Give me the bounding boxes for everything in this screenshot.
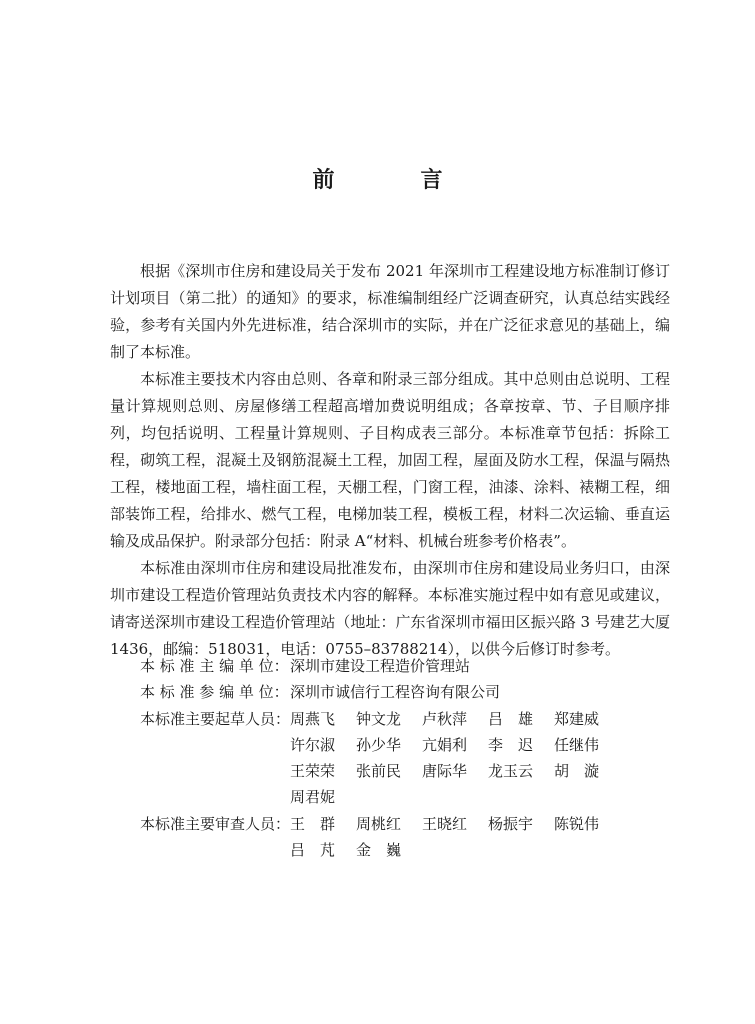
drafter-name: 张前民 [356,762,402,781]
reviewer-name: 吕 芃 [290,841,336,860]
chief-editing-unit: 深圳市建设工程造价管理站 [290,657,471,675]
drafter-name: 李 迟 [488,735,534,754]
drafter-name: 许尔淑 [290,735,336,754]
drafter-name: 亢娟利 [422,735,468,754]
reviewer-name: 王 群 [290,814,336,833]
reviewers-row [140,811,670,864]
reviewer-name: 杨振宇 [488,814,534,833]
drafters-row [140,706,670,811]
preface-paragraph: 本标准主要技术内容由总则、各章和附录三部分组成。其中总则由总说明、工程量计算规则总则、房屋修缮工程超高增加费说明组成；各章按章、节、子目顺序排列，均包括说明、工程量计算规则、子目构成表三部分。本标准章节包括：拆除工程，砌筑工程，混凝土及钢筋混凝土工程，加固工程，屋面及防水工程，保温与隔热工程，楼地面工程，墙柱面工程，天棚工程，门窗工程，油漆、涂料、裱糊工程，细部装饰工程，给排水、燃气工程，电梯加装工程，模板工程，材料二次运输、垂直运输及成品保护。附录部分包括：附录 A“材料、机械台班参考价格表”。 [110,370,670,550]
co-editing-unit-row [140,679,670,705]
drafter-name: 王荣荣 [290,762,336,781]
drafter-name: 卢秋萍 [422,709,468,728]
reviewer-names [290,811,670,864]
drafter-name: 龙玉云 [488,762,534,781]
preface-body [110,258,670,663]
credit-label: 本 标 准 参 编 单 位： [140,683,289,702]
drafter-names [290,706,670,811]
co-editing-unit: 深圳市诚信行工程咨询有限公司 [290,683,501,702]
drafter-name: 周君妮 [290,788,336,807]
page-title: 前 言 [312,168,475,193]
drafter-name: 孙少华 [356,735,402,754]
credits-block [140,653,670,863]
reviewer-name: 周桃红 [356,814,402,833]
drafter-name: 周燕飞 [290,709,336,728]
credit-label: 本标准主要审查人员： [140,814,291,833]
drafter-name: 郑建威 [554,709,600,728]
drafter-name: 任继伟 [554,735,600,754]
preface-paragraph: 根据《深圳市住房和建设局关于发布 2021 年深圳市工程建设地方标准制订修订计划项目（第二批）的通知》的要求，标准编制组经广泛调查研究，认真总结实践经验，参考有关国内外先进标准，结合深圳市的实际，并在广泛征求意见的基础上，编制了本标准。 [110,262,670,361]
reviewer-name: 金 巍 [356,841,402,860]
drafter-name: 胡 漩 [554,762,600,781]
credit-label: 本标准主要起草人员： [140,709,291,728]
chief-editing-unit-row [140,653,670,679]
credit-label: 本 标 准 主 编 单 位： [140,657,289,675]
reviewer-name: 王晓红 [422,814,468,833]
reviewer-name: 陈锐伟 [554,814,600,833]
drafter-name: 钟文龙 [356,709,402,728]
preface-paragraph: 本标准由深圳市住房和建设局批准发布，由深圳市住房和建设局业务归口，由深圳市建设工程造价管理站负责技术内容的解释。本标准实施过程中如有意见或建议，请寄送深圳市建设工程造价管理站（地址：广东省深圳市福田区振兴路 3 号建艺大厦 1436，邮编：518031，电话：0755–83788214），以供今后修订时参考。 [110,559,670,658]
drafter-name: 吕 雄 [488,709,534,728]
drafter-name: 唐际华 [422,762,468,781]
